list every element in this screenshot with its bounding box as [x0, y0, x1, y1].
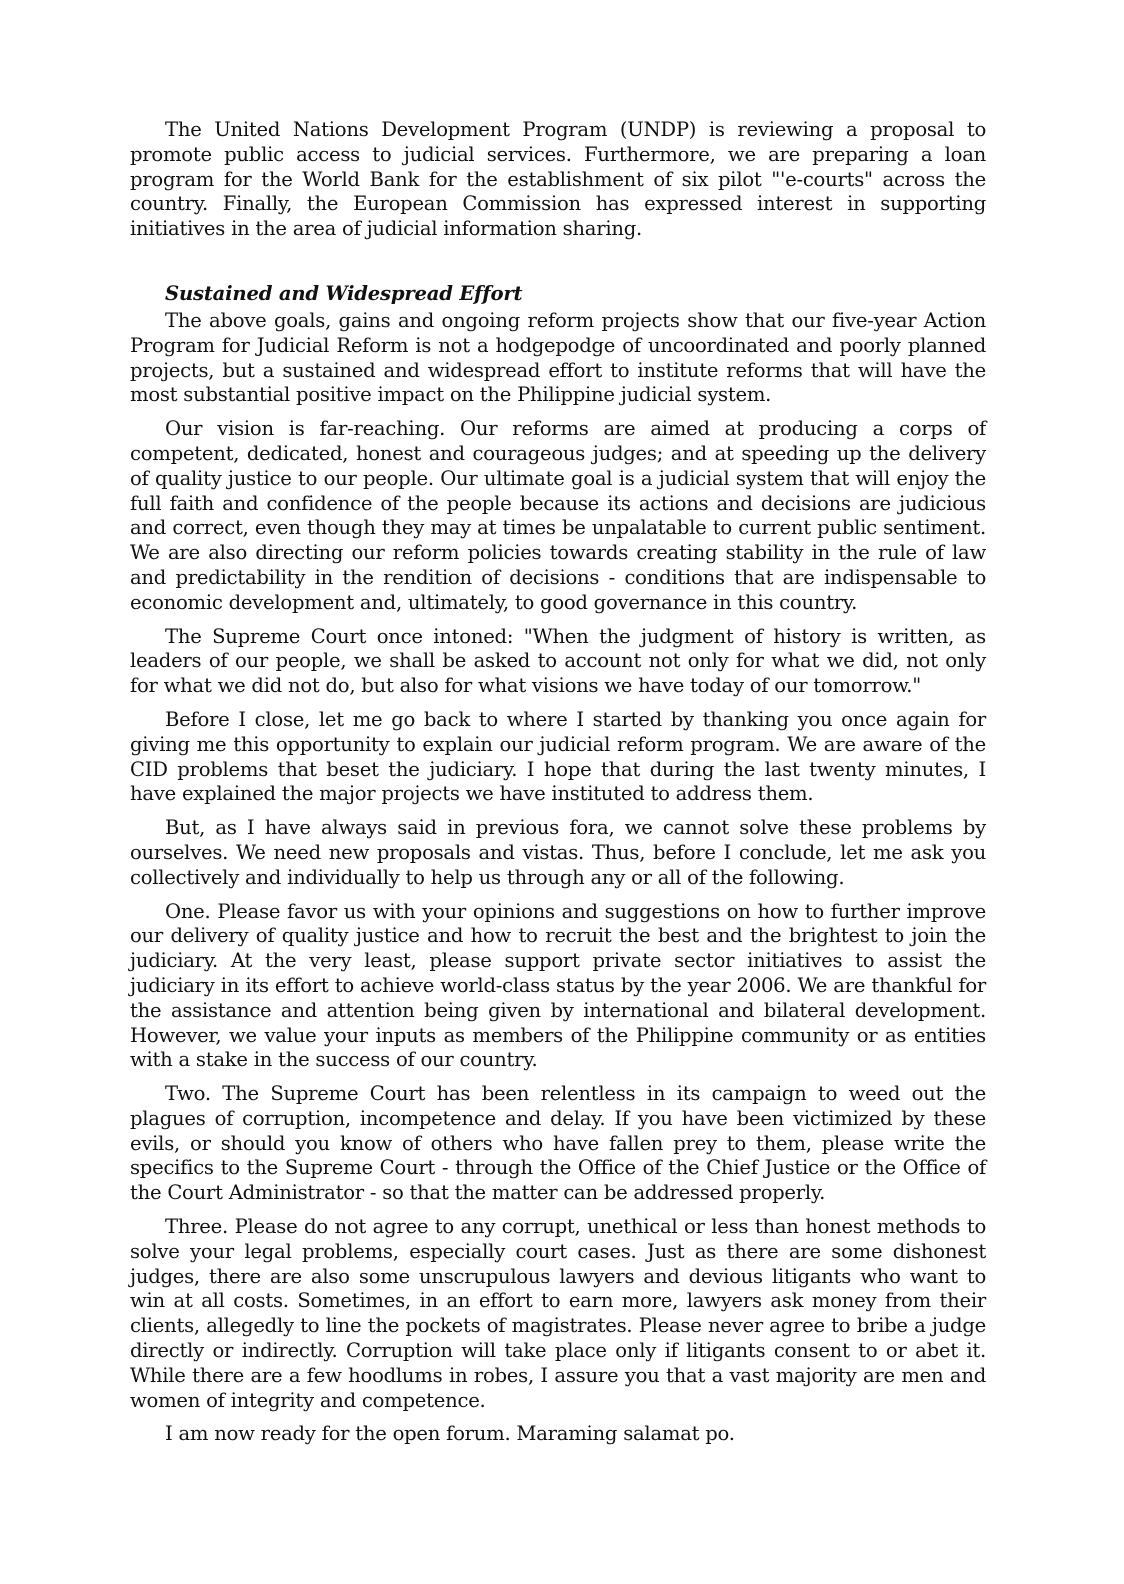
paragraph-one: One. Please favor us with your opinions and suggestions on how to further improve our delivery of quality justice and how to recruit the best and the brightest to join the judiciary. At the very least, please support private sector initiatives to assist the judiciary in its effort to achieve world-class status by the year 2006. We are thankful for the assistance and attention being given by international and bilateral development. However, we value your inputs as members of the Philippine community or as entities with a stake in the success of our country.	[130, 899, 986, 1072]
paragraph-undp-proposal: The United Nations Development Program (UNDP) is reviewing a proposal to promote public access to judicial services. Furthermore, we are preparing a loan program for the World Bank for the establishment of six pilot "'e-courts" across the country. Finally, the European Commission has expressed interest in supporting initiatives in the area of judicial information sharing.	[130, 118, 986, 241]
paragraph-vision: Our vision is far-reaching. Our reforms are aimed at producing a corps of competent, dedicated, honest and courageous judges; and at speeding up the delivery of quality justice to our people. Our ultimate goal is a judicial system that will enjoy the full faith and confidence of the people because its actions and decisions are judicious and correct, even though they may at times be unpalatable to current public sentiment. We are also directing our reform policies towards creating stability in the rule of law and predictability in the rendition of decisions - conditions that are indispensable to economic development and, ultimately, to good governance in this country.	[130, 417, 986, 614]
paragraph-action-program: The above goals, gains and ongoing reform projects show that our five-year Action Program for Judicial Reform is not a hodgepodge of uncoordinated and poorly planned projects, but a sustained and widespread effort to institute reforms that will have the most substantial positive impact on the Philippine judicial system.	[130, 308, 986, 407]
paragraph-two: Two. The Supreme Court has been relentless in its campaign to weed out the plagues of corruption, incompetence and delay. If you have been victimized by these evils, or should you know of others who have fallen prey to them, please write the specifics to the Supreme Court - through the Office of the Chief Justice or the Office of the Court Administrator - so that the matter can be addressed properly.	[130, 1082, 986, 1205]
paragraph-cannot-solve-alone: But, as I have always said in previous fora, we cannot solve these problems by ourselves. We need new proposals and vistas. Thus, before I conclude, let me ask you collectively and individually to help us through any or all of the following.	[130, 816, 986, 889]
paragraph-closing: I am now ready for the open forum. Maraming salamat po.	[165, 1422, 735, 1446]
paragraph-before-i-close: Before I close, let me go back to where I started by thanking you once again for giving me this opportunity to explain our judicial reform program. We are aware of the CID problems that beset the judiciary. I hope that during the last twenty minutes, I have explained the major projects we have instituted to address them.	[130, 707, 986, 806]
paragraph-supreme-court-quote: The Supreme Court once intoned: "When the judgment of history is written, as leaders of our people, we shall be asked to account not only for what we did, not only for what we did not do, but also for what visions we have today of our tomorrow."	[130, 624, 986, 698]
section-heading: Sustained and Widespread Effort	[165, 281, 523, 305]
paragraph-three: Three. Please do not agree to any corrupt, unethical or less than honest methods to solve your legal problems, especially court cases. Just as there are some dishonest judges, there are also some unscrupulous lawyers and devious litigants who want to win at all costs. Sometimes, in an effort to earn more, lawyers ask money from their clients, allegedly to line the pockets of magistrates. Please never agree to bribe a judge directly or indirectly. Corruption will take place only if litigants consent to or abet it. While there are a few hoodlums in robes, I assure you that a vast majority are men and women of integrity and competence.	[130, 1215, 986, 1412]
document-page	[130, 118, 986, 1456]
